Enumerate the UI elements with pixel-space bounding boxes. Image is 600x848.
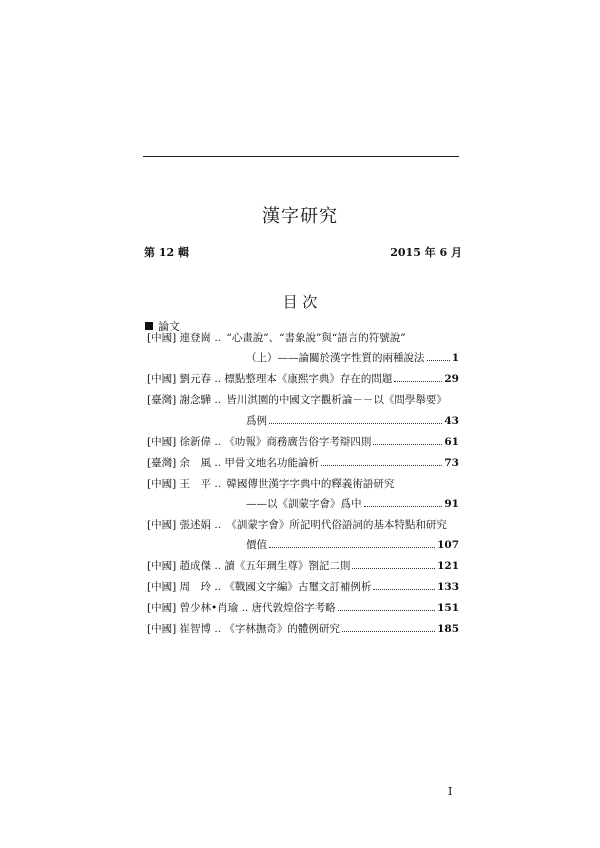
entry-author: 張述娟 .. [179,519,222,531]
leader-dots [352,568,435,569]
toc-heading: 目 次 [282,293,318,311]
entry-title-cont: （上）——論關於漢字性質的兩種說法 [246,352,425,364]
section-label: 論文 [158,320,180,333]
entry-page: 43 [444,415,459,427]
entry-region: [中國] [147,623,177,635]
issue-info [144,244,462,260]
entry-region: [中國] [147,373,177,385]
toc-entry-3-cont[interactable] [246,414,459,428]
issue-date: 2015 年 6 月 [390,246,462,259]
entry-author: 徐新偉 .. [179,436,222,448]
entry-author: 連登崗 .. [179,332,222,344]
entry-region: [中國] [147,602,177,614]
entry-region: [中國] [147,478,177,490]
toc-entry-6[interactable] [147,477,394,491]
toc-entry-9[interactable] [147,580,459,594]
leader-dots [373,589,435,590]
issue-number: 第 12 輯 [144,246,189,259]
entry-title: 皆川淇園的中國文字觀析論－－以《問學舉要》 [226,394,447,406]
entry-author: 余 風 .. [179,457,222,469]
entry-author: 崔智博 .. [179,623,222,635]
entry-title: 《訓蒙字會》所記明代俗語詞的基本特點和研究 [226,519,447,531]
toc-entry-2[interactable] [147,372,459,386]
entry-page: 133 [437,581,459,593]
entry-author: 謝念驊 .. [179,394,222,406]
entry-region: [中國] [147,560,177,572]
page-number: I [448,785,453,798]
leader-dots [321,465,442,466]
entry-page: 73 [444,457,459,469]
leader-dots [364,506,443,507]
toc-entry-1[interactable] [147,331,406,345]
leader-dots [427,360,450,361]
entry-title: 《字林撫奇》的體例研究 [224,623,340,635]
entry-title: 甲骨文地名功能論析 [224,457,319,469]
top-rule [143,156,459,157]
leader-dots [338,610,435,611]
entry-region: [中國] [147,436,177,448]
entry-title: 《戰國文字編》古璽文訂補例析 [224,581,372,593]
square-bullet-icon [145,322,153,330]
entry-page: 91 [444,498,459,510]
leader-dots [269,423,442,424]
entry-region: [臺灣] [147,394,177,406]
toc-entry-4[interactable] [147,435,459,449]
entry-author: 曾少林•肖瑜 .. [179,602,249,614]
entry-region: [臺灣] [147,457,177,469]
journal-title: 漢字研究 [262,206,338,227]
entry-title: “心畫說”、“書象說”與“語言的符號說” [226,332,406,344]
toc-entry-5[interactable] [147,456,459,470]
entry-title-cont: 爲例 [246,415,267,427]
leader-dots [269,547,435,548]
toc-entry-6-cont[interactable] [246,497,459,511]
entry-author: 王 平 .. [179,478,222,490]
entry-author: 周 玲 .. [179,581,222,593]
entry-title-cont: ——以《訓蒙字會》爲中 [246,498,362,510]
entry-page: 29 [444,373,459,385]
entry-author: 趙成傑 .. [179,560,222,572]
entry-title: 標點整理本《康熙字典》存在的問題 [224,373,393,385]
entry-author: 劉元春 .. [179,373,222,385]
toc-entry-10[interactable] [147,601,459,615]
entry-title: 讀《五年琱生尊》劄記二則 [224,560,351,572]
entry-region: [中國] [147,332,177,344]
toc-entry-8[interactable] [147,559,459,573]
leader-dots [342,631,435,632]
entry-page: 107 [437,539,459,551]
entry-page: 1 [451,352,459,364]
entry-page: 151 [437,602,459,614]
toc-entry-7[interactable] [147,518,447,532]
entry-region: [中國] [147,581,177,593]
leader-dots [373,444,442,445]
entry-title: 韓國傳世漢字字典中的釋義術語研究 [226,478,395,490]
toc-entry-3[interactable] [147,393,447,407]
entry-title: 《叻報》商務廣告俗字考辯四則 [224,436,372,448]
entry-page: 61 [444,436,459,448]
entry-title: 唐代敦煌俗字考略 [251,602,336,614]
leader-dots [394,381,442,382]
entry-title-cont: 價值 [246,539,267,551]
entry-region: [中國] [147,519,177,531]
entry-page: 185 [437,623,459,635]
toc-entry-7-cont[interactable] [246,538,459,552]
toc-entry-1-cont[interactable] [246,351,459,365]
toc-entry-11[interactable] [147,622,459,636]
entry-page: 121 [437,560,459,572]
